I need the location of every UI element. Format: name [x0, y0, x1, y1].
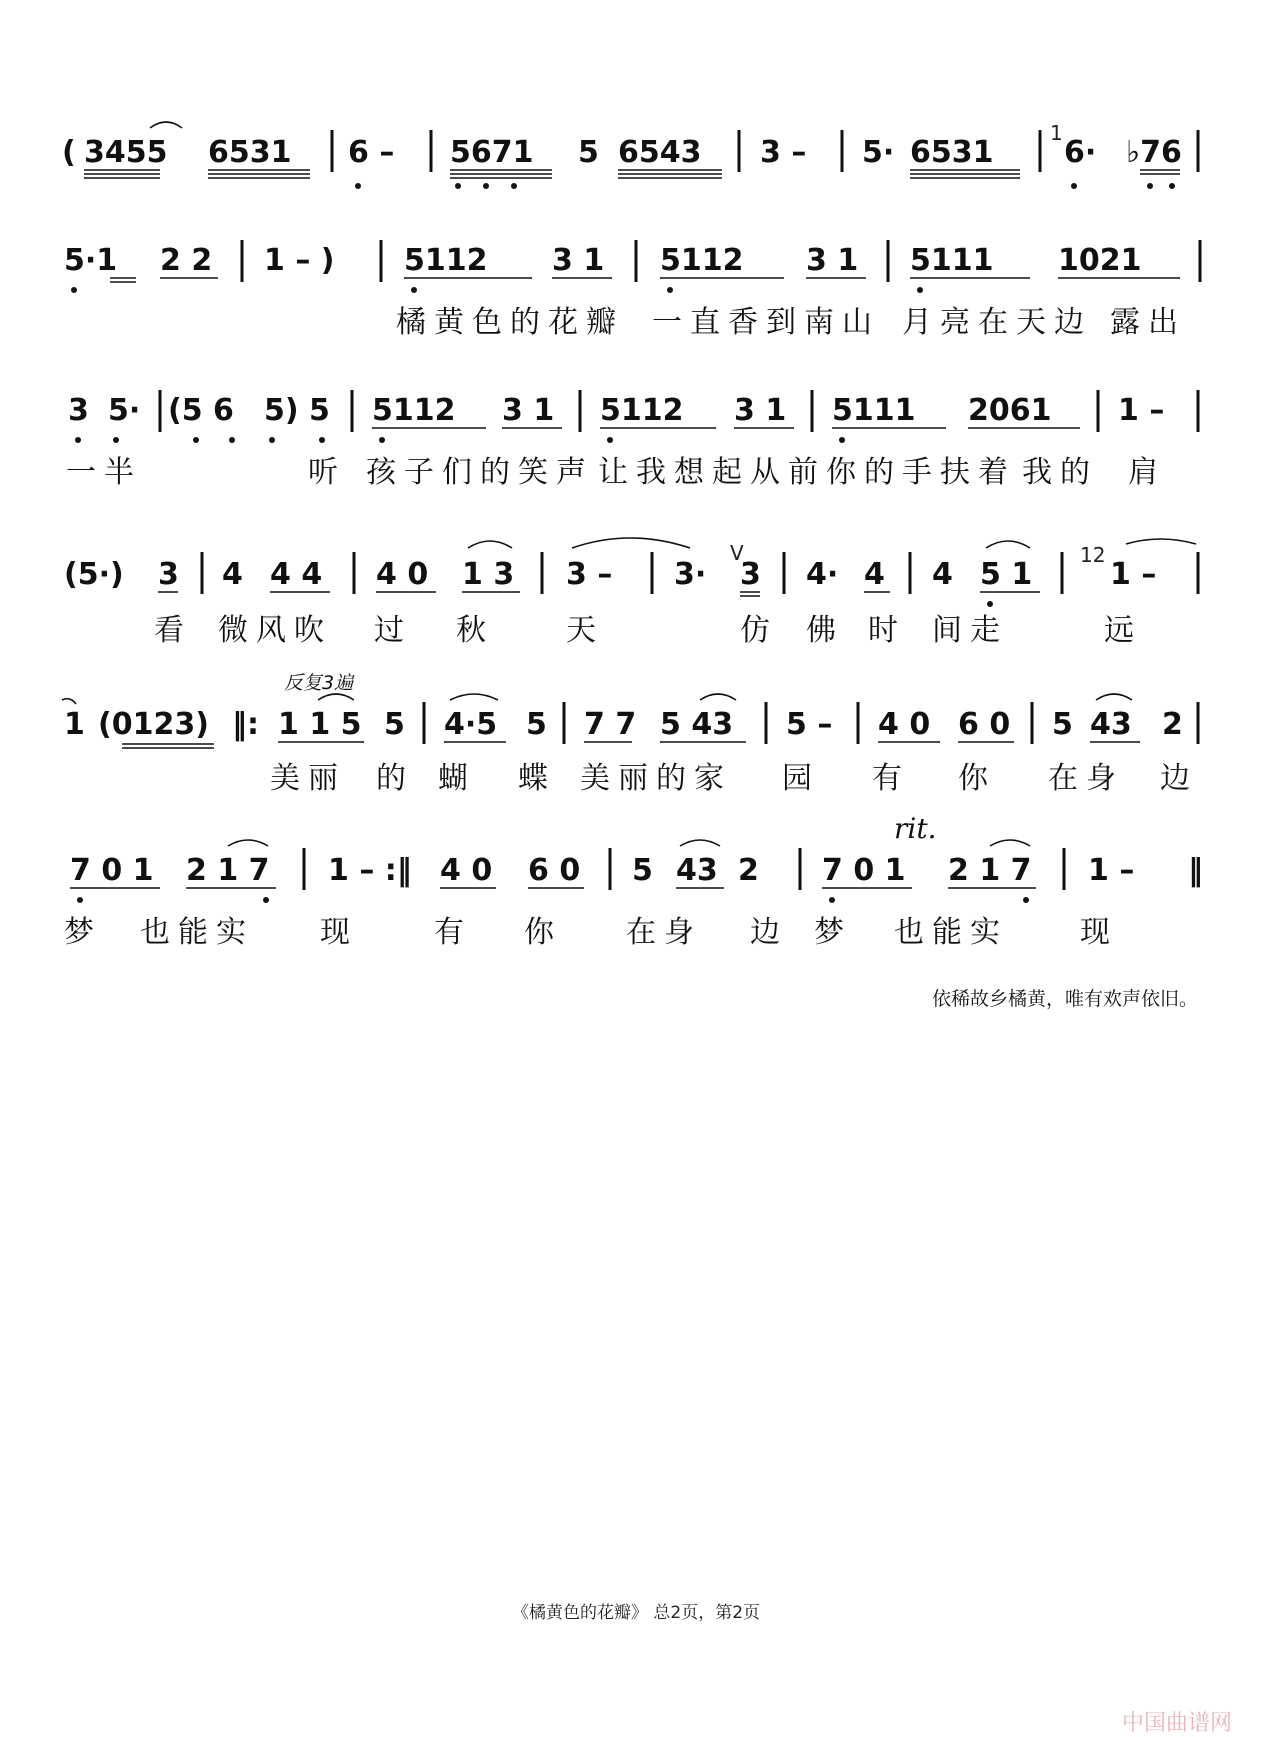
lyric-segment: 现	[1080, 915, 1118, 950]
note-group: 3 1	[552, 243, 605, 278]
lyric-segment: 我的	[1022, 455, 1098, 490]
note-group: 5112	[660, 243, 744, 278]
lyric-segment: 仿	[740, 613, 778, 648]
note-group: 6·	[1064, 135, 1097, 170]
tempo-marking: rit.	[894, 812, 937, 845]
lyric-segment: 蝴	[438, 761, 476, 796]
note-group: 3 1	[806, 243, 859, 278]
note-group: 5111	[910, 243, 994, 278]
note-group: 43	[1090, 707, 1132, 742]
note-group: 5 1	[980, 557, 1033, 592]
note-group: 3 1	[734, 393, 787, 428]
lyric-segment: 有	[872, 761, 910, 796]
note-group: (	[62, 135, 76, 170]
lyric-segment: 间走	[932, 613, 1008, 648]
note-group: 7 7	[584, 707, 637, 742]
note-group: 7 0 1	[70, 853, 154, 888]
note-group: 3	[68, 393, 89, 428]
note-group: 1021	[1058, 243, 1142, 278]
note-group: 2 1 7	[186, 853, 270, 888]
note-group: 1 1 5	[278, 707, 362, 742]
lyric-segment: 梦	[814, 915, 852, 950]
note-group: 4 4	[270, 557, 323, 592]
lyric-segment: 让我想起从前	[598, 455, 826, 490]
lyric-segment: 在身	[626, 915, 702, 950]
note-group: 1 –	[1110, 557, 1157, 592]
lyrics-line-3	[66, 455, 1166, 490]
note-group: 4·5	[444, 707, 498, 742]
note-group: 6 –	[348, 135, 395, 170]
note-group: (0123)	[98, 707, 209, 742]
note-group: 6 0	[958, 707, 1011, 742]
note-group: 5·1	[64, 243, 118, 278]
watermark-logo: 中国曲谱网	[1121, 1711, 1232, 1736]
lyric-segment: 在身	[1048, 761, 1124, 796]
note-group: 4	[932, 557, 953, 592]
note-group: 1 3	[462, 557, 515, 592]
lyric-segment: 远	[1104, 613, 1142, 648]
note-group: 1 –	[1088, 853, 1135, 888]
note-group: 3 1	[502, 393, 555, 428]
page-footer: 《橘黄色的花瓣》 总2页，第2页	[511, 1603, 761, 1623]
note-group: 1	[64, 707, 85, 742]
note-group: 5671	[450, 135, 534, 170]
note-group: 6543	[618, 135, 702, 170]
lyric-segment: 蝶	[518, 761, 556, 796]
lyric-segment: 一半	[66, 455, 142, 490]
lyric-segment: 你	[524, 915, 562, 950]
lyric-segment: 听	[308, 455, 346, 490]
note-group: 2	[738, 853, 759, 888]
lyric-segment: 美丽	[270, 761, 346, 796]
note-group: 4	[222, 557, 243, 592]
note-group: 3	[158, 557, 179, 592]
lyric-segment: 一直香到南山	[652, 305, 880, 340]
lyric-segment: 橘黄色的花瓣	[396, 305, 624, 340]
lyric-segment: 也能实	[140, 915, 254, 950]
note-group: 3455	[84, 135, 168, 170]
note-group: 1 – :‖	[328, 853, 412, 888]
score-line-2	[64, 243, 1142, 278]
lyric-segment: 美丽的家	[580, 761, 732, 796]
breath-mark: V	[730, 541, 744, 565]
lyric-segment: 佛	[806, 613, 844, 648]
note-group: ♭76	[1126, 135, 1182, 170]
note-group: 1 – )	[264, 243, 335, 278]
lyric-segment: 天	[566, 613, 604, 648]
note-group: 2061	[968, 393, 1052, 428]
note-group: 2 2	[160, 243, 213, 278]
score-line-3	[68, 393, 1164, 428]
grace-note: 1	[1050, 121, 1063, 145]
score-line-4	[64, 557, 1156, 592]
note-group: 4	[864, 557, 885, 592]
note-group: 5	[384, 707, 405, 742]
lyric-segment: 微风吹	[218, 613, 332, 648]
lyric-segment: 有	[434, 915, 472, 950]
lyrics-line-6	[64, 915, 1118, 950]
lyric-segment: 时	[868, 613, 906, 648]
note-group: (5·)	[64, 557, 124, 592]
note-group: 43	[676, 853, 718, 888]
note-group: 6531	[208, 135, 292, 170]
note-group: 5112	[372, 393, 456, 428]
lyric-segment: 肩	[1128, 455, 1166, 490]
lyric-segment: 秋	[456, 613, 494, 648]
note-group: ‖	[1188, 853, 1203, 888]
lyric-segment: 边	[1160, 761, 1198, 796]
note-group: 5112	[404, 243, 488, 278]
note-group: 5 –	[786, 707, 833, 742]
note-group: ‖:	[232, 707, 259, 742]
note-group: 5) 5	[264, 393, 330, 428]
note-group: 1 –	[1118, 393, 1165, 428]
note-group: 4 0	[878, 707, 931, 742]
note-group: 5	[632, 853, 653, 888]
lyric-segment: 你的手扶着	[826, 455, 1016, 490]
lyric-segment: 月亮在天边	[902, 305, 1092, 340]
lyric-segment: 现	[320, 915, 358, 950]
line-2-marks	[71, 240, 1200, 293]
note-group: 3	[740, 557, 761, 592]
lyric-segment: 孩子们的笑声	[366, 455, 594, 490]
note-group: 4 0	[440, 853, 493, 888]
note-group: 5	[1052, 707, 1073, 742]
note-group: 3·	[674, 557, 707, 592]
note-group: 6 0	[528, 853, 581, 888]
note-group: 4 0	[376, 557, 429, 592]
note-group: 4·	[806, 557, 839, 592]
note-group: (5 6	[168, 393, 234, 428]
repeat-instruction: 反复3遍	[284, 672, 354, 694]
note-group: 3 –	[760, 135, 807, 170]
note-group: 5111	[832, 393, 916, 428]
lyric-segment: 边	[750, 915, 788, 950]
lyric-segment: 梦	[64, 915, 102, 950]
note-group: 7 0 1	[822, 853, 906, 888]
lyrics-line-4	[154, 613, 1142, 648]
note-group: 3 –	[566, 557, 613, 592]
lyrics-line-2	[396, 305, 1186, 340]
note-group: 5·	[108, 393, 141, 428]
caption-text: 依稀故乡橘黄，唯有欢声依旧。	[931, 988, 1198, 1010]
note-group: 2	[1162, 707, 1183, 742]
lyric-segment: 露出	[1110, 305, 1186, 340]
score-line-1	[62, 135, 1182, 170]
lyric-segment: 也能实	[894, 915, 1008, 950]
score-line-6	[70, 853, 1203, 888]
lyric-segment: 过	[374, 613, 412, 648]
note-group: 5	[578, 135, 599, 170]
note-group: 5112	[600, 393, 684, 428]
lyric-segment: 的	[376, 761, 414, 796]
lyric-segment: 园	[782, 761, 820, 796]
lyric-segment: 看	[154, 613, 192, 648]
note-group: 5 43	[660, 707, 734, 742]
note-group: 5·	[862, 135, 895, 170]
note-group: 6531	[910, 135, 994, 170]
score-line-5	[64, 707, 1183, 742]
note-group: 2 1 7	[948, 853, 1032, 888]
lyrics-line-5	[270, 761, 1198, 796]
lyric-segment: 你	[958, 761, 996, 796]
grace-note: 12	[1080, 543, 1106, 567]
note-group: 5	[526, 707, 547, 742]
